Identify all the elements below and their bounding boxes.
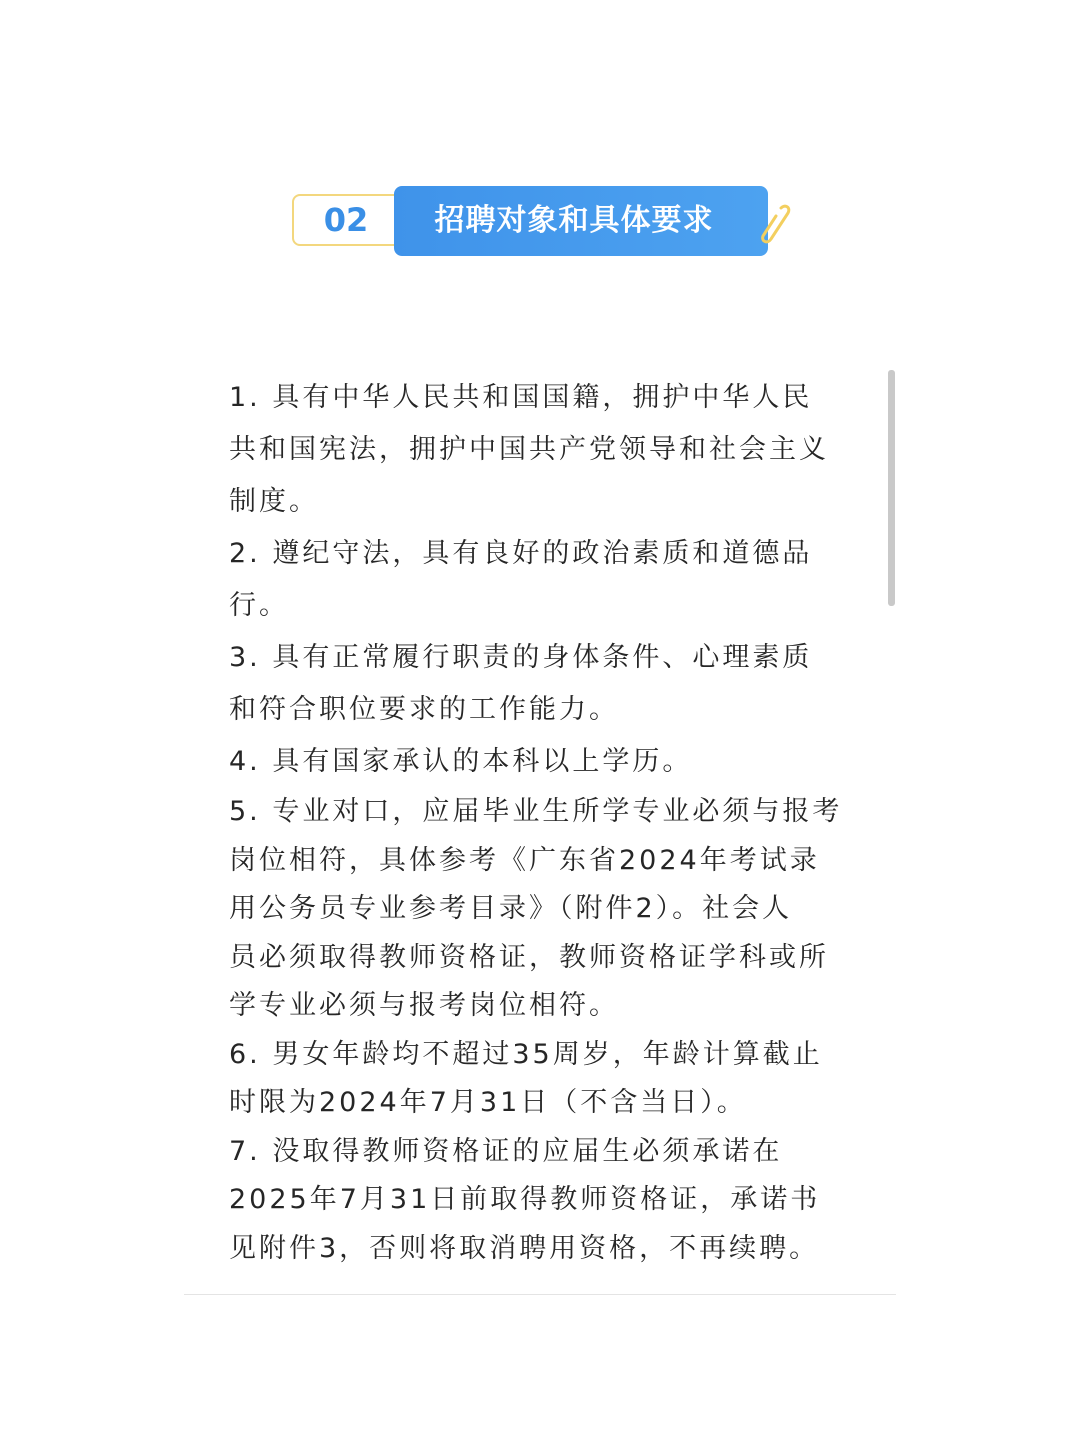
scrollbar-thumb[interactable] — [888, 370, 895, 606]
text-line: 和符合职位要求的工作能力。 — [229, 694, 619, 725]
list-item — [229, 632, 853, 736]
section-title-box — [394, 186, 768, 256]
text-line: 5. 专业对口，应届毕业生所学专业必须与报考 — [229, 796, 843, 827]
list-item — [229, 736, 853, 788]
section-title: 招聘对象和具体要求 — [434, 203, 714, 238]
list-item — [229, 528, 853, 632]
list-item — [229, 788, 853, 1031]
section-number-box — [292, 194, 410, 246]
text-line: 4. 具有国家承认的本科以上学历。 — [229, 746, 693, 777]
text-line: 7. 没取得教师资格证的应届生必须承诺在 — [229, 1135, 783, 1167]
text-line: 6. 男女年龄均不超过35周岁，年龄计算截止 — [229, 1038, 823, 1070]
text-line: 共和国宪法，拥护中国共产党领导和社会主义 — [229, 434, 829, 465]
paperclip-icon — [754, 202, 794, 246]
text-line: 学专业必须与报考岗位相符。 — [229, 990, 619, 1021]
list-item — [229, 1031, 853, 1128]
text-line: 时限为2024年7月31日（不含当日）。 — [229, 1087, 747, 1118]
text-line: 2. 遵纪守法，具有良好的政治素质和道德品 — [229, 538, 813, 569]
text-line: 1. 具有中华人民共和国国籍，拥护中华人民 — [229, 382, 813, 413]
list-item — [229, 372, 853, 528]
text-line: 行。 — [229, 590, 289, 621]
text-line: 员必须取得教师资格证，教师资格证学科或所 — [229, 941, 829, 973]
list-item — [229, 1128, 853, 1274]
section-header — [292, 186, 792, 258]
text-line: 2025年7月31日前取得教师资格证，承诺书 — [229, 1184, 821, 1215]
section-number: 02 — [323, 201, 369, 239]
requirements-list — [229, 372, 853, 1273]
text-line: 制度。 — [229, 486, 319, 517]
text-line: 3. 具有正常履行职责的身体条件、心理素质 — [229, 642, 813, 673]
divider — [184, 1294, 896, 1295]
text-line: 用公务员专业参考目录》（附件2）。社会人 — [229, 893, 793, 924]
text-line: 岗位相符，具体参考《广东省2024年考试录 — [229, 844, 820, 876]
text-line: 见附件3，否则将取消聘用资格，不再续聘。 — [229, 1232, 820, 1264]
